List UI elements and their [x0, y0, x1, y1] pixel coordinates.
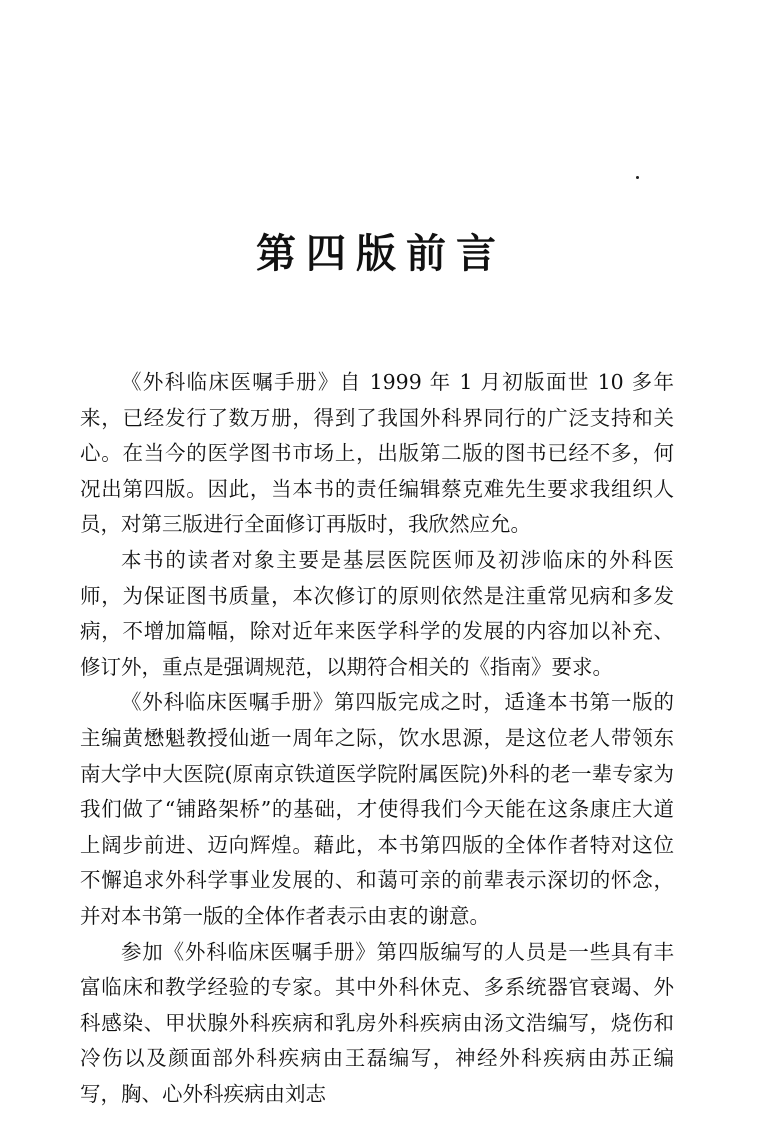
preface-body: [80, 365, 674, 1112]
paragraph-3: 《外科临床医嘱手册》第四版完成之时，适逢本书第一版的主编黄懋魁教授仙逝一周年之际，饮水思源，是这位老人带领东南大学中大医院(原南京铁道医学院附属医院)外科的老一辈专家为我们做了“铺路架桥”的基础，才使得我们今天能在这条康庄大道上阔步前进、迈向辉煌。藉此，本书第四版的全体作者特对这位不懈追求外科学事业发展的、和蔼可亲的前辈表示深切的怀念，并对本书第一版的全体作者表示由衷的谢意。: [80, 690, 674, 928]
page-title: 第四版前言: [256, 230, 506, 277]
paragraph-2: 本书的读者对象主要是基层医院医师及初涉临床的外科医师，为保证图书质量，本次修订的原则依然是注重常见病和多发病，不增加篇幅，除对近年来医学科学的发展的内容加以补充、修订外，重点是强调规范，以期符合相关的《指南》要求。: [80, 547, 674, 679]
paragraph-1: 《外科临床医嘱手册》自 1999 年 1 月初版面世 10 多年来，已经发行了数万册，得到了我国外科界同行的广泛支持和关心。在当今的医学图书市场上，出版第二版的图书已经不多，何况出第四版。因此，当本书的责任编辑蔡克难先生要求我组织人员，对第三版进行全面修订再版时，我欣然应允。: [80, 370, 674, 537]
print-speck: [636, 176, 639, 179]
paragraph-4: 参加《外科临床医嘱手册》第四版编写的人员是一些具有丰富临床和教学经验的专家。其中外科休克、多系统器官衰竭、外科感染、甲状腺外科疾病和乳房外科疾病由汤文浩编写，烧伤和冷伤以及颜面部外科疾病由王磊编写，神经外科疾病由苏正编写，胸、心外科疾病由刘志: [80, 939, 674, 1106]
